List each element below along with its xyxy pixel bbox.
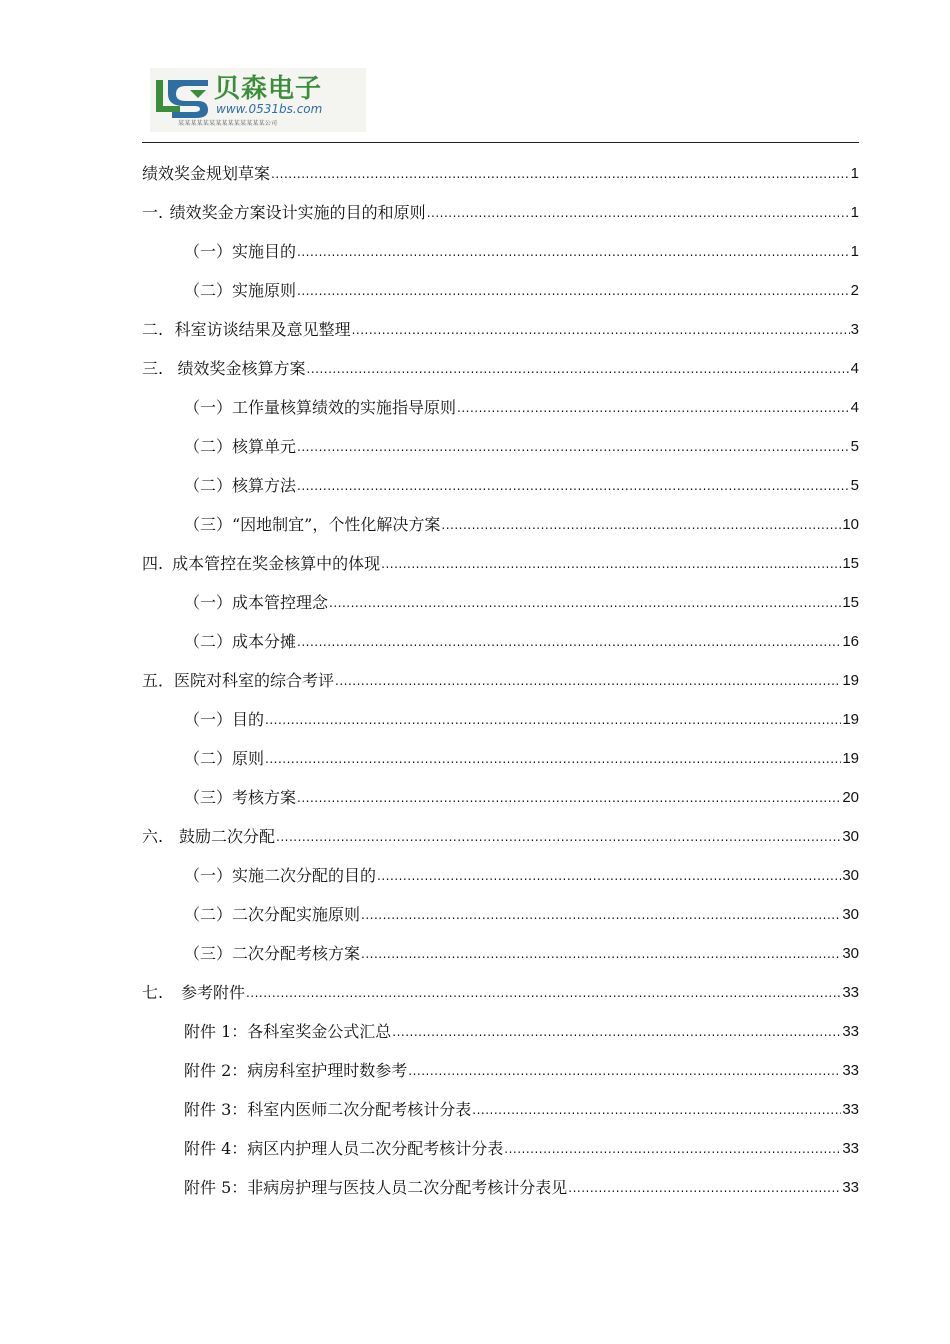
toc-entry-title: 附件 5：非病房护理与医技人员二次分配考核计分表见 bbox=[184, 1178, 568, 1197]
toc-entry-title: 实施原则 bbox=[232, 281, 297, 300]
toc-entry[interactable] bbox=[184, 1088, 859, 1120]
toc-leader bbox=[276, 827, 841, 847]
toc-entry-title: 鼓励二次分配 bbox=[178, 827, 275, 846]
toc-entry-title: 成本管控理念 bbox=[232, 593, 329, 612]
toc-entry-page: 5 bbox=[850, 477, 859, 494]
toc-entry-page: 19 bbox=[842, 750, 859, 767]
toc-leader bbox=[361, 905, 841, 925]
toc-leader bbox=[361, 944, 841, 964]
toc-leader bbox=[271, 164, 850, 184]
toc-entry[interactable] bbox=[184, 581, 859, 613]
toc-entry-number: （二） bbox=[184, 905, 233, 924]
toc-entry-page: 5 bbox=[850, 438, 859, 455]
toc-entry-number: （一） bbox=[184, 710, 233, 729]
logo-subtitle-text: 某某某某某某某某某某某某某某公司 bbox=[178, 120, 278, 127]
toc-entry[interactable] bbox=[142, 191, 859, 223]
toc-entry-title: 考核方案 bbox=[232, 788, 297, 807]
toc-leader bbox=[457, 398, 850, 418]
toc-entry-number: （一） bbox=[184, 866, 233, 885]
toc-entry[interactable] bbox=[184, 269, 859, 301]
logo-url-text: www.0531bs.com bbox=[216, 102, 323, 116]
toc-entry[interactable] bbox=[184, 464, 859, 496]
toc-entry-page: 1 bbox=[850, 165, 859, 182]
toc-entry[interactable] bbox=[184, 425, 859, 457]
toc-entry[interactable] bbox=[184, 893, 859, 925]
toc-entry-page: 15 bbox=[842, 555, 859, 572]
toc-entry-number: 二. bbox=[142, 320, 164, 339]
toc-entry-title: 科室访谈结果及意见整理 bbox=[174, 320, 351, 339]
toc-entry-page: 19 bbox=[842, 711, 859, 728]
toc-entry-title: （二）核算单元 bbox=[184, 437, 297, 456]
toc-entry-title: 实施二次分配的目的 bbox=[232, 866, 377, 885]
toc-entry-title: 原则 bbox=[232, 749, 265, 768]
toc-entry-title: 附件 3：科室内医师二次分配考核计分表 bbox=[184, 1100, 472, 1119]
toc-entry[interactable] bbox=[184, 698, 859, 730]
toc-entry-page: 15 bbox=[842, 594, 859, 611]
toc-entry-page: 1 bbox=[850, 243, 859, 260]
toc-entry-title: （二）成本分摊 bbox=[184, 632, 297, 651]
toc-entry-page: 20 bbox=[842, 789, 859, 806]
toc-leader bbox=[297, 476, 850, 496]
toc-entry-number: 一. bbox=[142, 203, 164, 222]
toc-entry[interactable] bbox=[142, 971, 859, 1003]
toc-entry[interactable] bbox=[142, 659, 859, 691]
toc-leader bbox=[568, 1178, 841, 1198]
toc-entry-number: （三） bbox=[184, 944, 233, 963]
toc-leader bbox=[408, 1061, 841, 1081]
toc-entry-page: 33 bbox=[842, 984, 859, 1001]
toc-entry-number: （二） bbox=[184, 749, 233, 768]
toc-entry-page: 16 bbox=[842, 633, 859, 650]
toc-leader bbox=[246, 983, 841, 1003]
toc-entry[interactable] bbox=[184, 1010, 859, 1042]
toc-leader bbox=[307, 359, 850, 379]
toc-leader bbox=[297, 242, 850, 262]
toc-leader bbox=[441, 515, 841, 535]
toc-entry-number: 三. bbox=[142, 359, 164, 378]
toc-leader bbox=[265, 710, 841, 730]
toc-entry-number: （一） bbox=[184, 593, 233, 612]
toc-leader bbox=[504, 1139, 841, 1159]
header-divider bbox=[142, 142, 859, 143]
toc-leader bbox=[297, 281, 850, 301]
toc-entry[interactable] bbox=[184, 386, 859, 418]
toc-leader bbox=[335, 671, 841, 691]
toc-entry[interactable] bbox=[142, 815, 859, 847]
toc-entry-page: 33 bbox=[842, 1101, 859, 1118]
toc-entry-page: 1 bbox=[850, 204, 859, 221]
toc-entry[interactable] bbox=[184, 503, 859, 535]
toc-entry-title: （二）核算方法 bbox=[184, 476, 297, 495]
toc-entry-number: 七. bbox=[142, 983, 164, 1002]
toc-entry-page: 30 bbox=[842, 945, 859, 962]
toc-entry-page: 30 bbox=[842, 906, 859, 923]
toc-leader bbox=[352, 320, 850, 340]
toc-leader bbox=[297, 632, 841, 652]
toc-entry-page: 33 bbox=[842, 1062, 859, 1079]
toc-entry-title: 参考附件 bbox=[180, 983, 245, 1002]
toc-entry-number: 六. bbox=[142, 827, 164, 846]
toc-entry-title: 绩效奖金核算方案 bbox=[177, 359, 306, 378]
toc-entry-title: 目的 bbox=[232, 710, 265, 729]
toc-entry-title: 工作量核算绩效的实施指导原则 bbox=[232, 398, 457, 417]
toc-entry-number: （一） bbox=[184, 398, 233, 417]
toc-entry-title: 附件 1：各科室奖金公式汇总 bbox=[184, 1022, 392, 1041]
toc-entry-title: 二次分配考核方案 bbox=[232, 944, 361, 963]
toc-entry-title: 附件 2：病房科室护理时数参考 bbox=[184, 1061, 408, 1080]
toc-entry-page: 19 bbox=[842, 672, 859, 689]
toc-entry-page: 4 bbox=[850, 399, 859, 416]
toc-entry-page: 33 bbox=[842, 1023, 859, 1040]
toc-entry[interactable] bbox=[142, 308, 859, 340]
toc-leader bbox=[377, 866, 841, 886]
logo-brand-text: 贝森电子 bbox=[214, 74, 323, 104]
toc-entry[interactable] bbox=[184, 776, 859, 808]
company-logo bbox=[150, 68, 366, 132]
toc-entry-number: （三） bbox=[184, 788, 233, 807]
toc-entry[interactable] bbox=[184, 620, 859, 652]
toc-leader bbox=[392, 1022, 841, 1042]
toc-entry-page: 3 bbox=[850, 321, 859, 338]
toc-entry-page: 33 bbox=[842, 1140, 859, 1157]
toc-leader bbox=[381, 554, 841, 574]
toc-entry-page: 33 bbox=[842, 1179, 859, 1196]
toc-entry[interactable] bbox=[184, 1166, 859, 1198]
toc-leader bbox=[329, 593, 841, 613]
toc-entry[interactable] bbox=[142, 542, 859, 574]
toc-entry[interactable] bbox=[184, 854, 859, 886]
toc-entry-title: 绩效奖金规划草案 bbox=[142, 164, 271, 183]
toc-entry-title: 五．医院对科室的综合考评 bbox=[142, 671, 335, 690]
toc-entry-number: （一） bbox=[184, 242, 233, 261]
toc-entry-page: 30 bbox=[842, 867, 859, 884]
toc-entry-number: 四. bbox=[142, 554, 164, 573]
toc-entry-title: 成本管控在奖金核算中的体现 bbox=[172, 554, 381, 573]
toc-entry-page: 10 bbox=[842, 516, 859, 533]
toc-entry-page: 4 bbox=[850, 360, 859, 377]
toc-entry-title: 绩效奖金方案设计实施的目的和原则 bbox=[169, 203, 426, 222]
toc-leader bbox=[297, 788, 841, 808]
toc-leader bbox=[472, 1100, 841, 1120]
toc-entry-title: 附件 4：病区内护理人员二次分配考核计分表 bbox=[184, 1139, 504, 1158]
toc-leader bbox=[265, 749, 841, 769]
toc-entry[interactable] bbox=[184, 1127, 859, 1159]
toc-entry[interactable] bbox=[184, 230, 859, 262]
toc-entry[interactable] bbox=[184, 737, 859, 769]
toc-entry-title: 二次分配实施原则 bbox=[232, 905, 361, 924]
toc-entry-title: 实施目的 bbox=[232, 242, 297, 261]
toc-entry[interactable] bbox=[142, 347, 859, 379]
toc-leader bbox=[427, 203, 850, 223]
toc-entry[interactable] bbox=[184, 1049, 859, 1081]
toc-entry[interactable] bbox=[142, 152, 859, 184]
toc-entry-number: （二） bbox=[184, 281, 233, 300]
toc-entry-page: 2 bbox=[850, 282, 859, 299]
toc-leader bbox=[297, 437, 850, 457]
toc-entry-title: （三）“因地制宜”，个性化解决方案 bbox=[184, 515, 441, 534]
toc-entry-page: 30 bbox=[842, 828, 859, 845]
toc-entry[interactable] bbox=[184, 932, 859, 964]
